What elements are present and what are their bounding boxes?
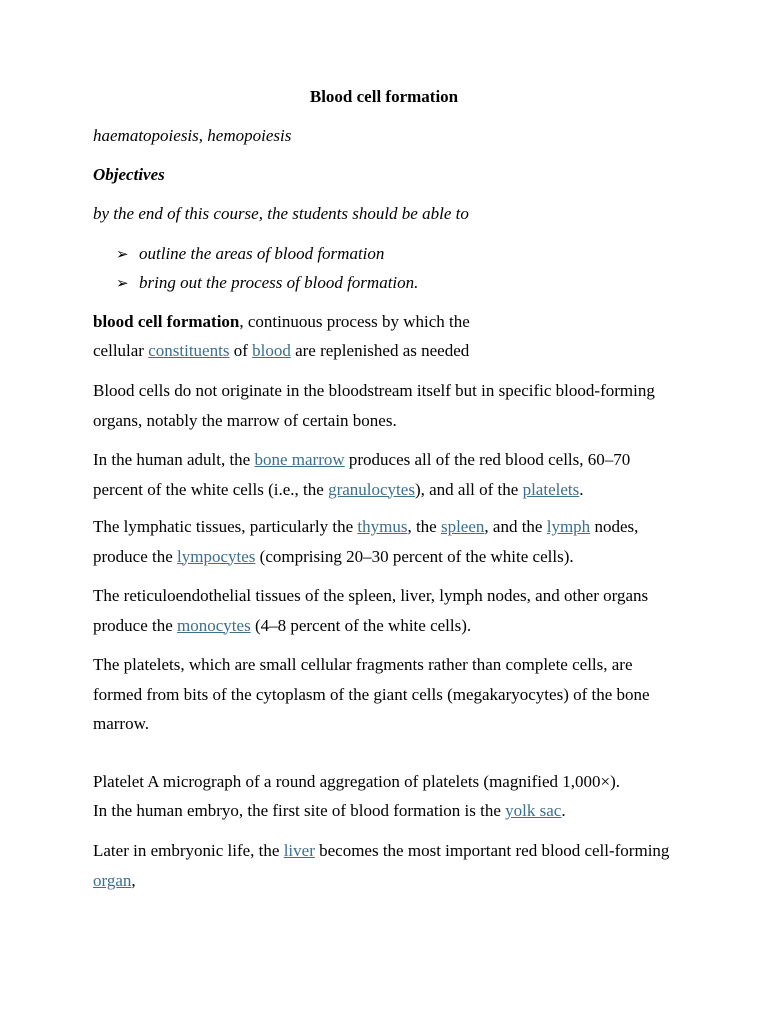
synonyms-line: haematopoiesis, hemopoiesis [93,126,292,145]
link-constituents[interactable]: constituents [148,341,230,360]
paragraph-2: Blood cells do not originate in the bloodstream itself but in specific blood-forming organs, notably the marrow of certain bones. [93,381,655,430]
text-span: (comprising 20–30 percent of the white cells). [255,546,574,566]
link-liver[interactable]: liver [283,841,315,860]
paragraph-7-line-2 [93,800,566,822]
arrow-bullet-icon: ➢ [116,247,129,263]
text-span: are replenished as needed [290,341,470,360]
bullet-text: outline the areas of blood formation [139,244,385,263]
bullet-text: bring out the process of blood formation. [139,273,419,292]
text-span: In the human embryo, the first site of blood formation is the [93,801,506,820]
link-thymus[interactable]: thymus [357,517,408,536]
link-spleen[interactable]: spleen [440,517,485,536]
text-span: , [131,870,136,890]
link-lympocytes[interactable]: lympocytes [177,546,256,566]
text-span: ), and all of the [414,479,523,499]
text-span: . [579,479,584,499]
link-bone-marrow[interactable]: bone marrow [254,450,345,469]
bold-term: blood cell formation [93,312,240,331]
paragraph-5 [93,581,683,640]
objectives-intro: by the end of this course, the students should be able to [93,204,469,223]
text-span: , the [407,517,441,536]
text-span: becomes the most important red blood cell-forming [314,841,670,860]
bullet-item [116,272,418,295]
link-blood[interactable]: blood [252,341,291,360]
paragraph-8 [93,836,683,895]
text-span: of [229,341,253,360]
link-lymph[interactable]: lymph [546,517,591,536]
objectives-heading: Objectives [93,165,165,184]
link-monocytes[interactable]: monocytes [177,615,251,635]
link-granulocytes[interactable]: granulocytes [328,479,415,499]
paragraph-3 [93,445,683,504]
paragraph-1-line-2 [93,340,469,362]
text-span: , continuous process by which the [239,312,470,331]
link-yolk-sac[interactable]: yolk sac [505,801,562,820]
text-span: Later in embryonic life, the [93,841,284,860]
text-span: , and the [484,517,547,536]
text-span: The lymphatic tissues, particularly the [93,517,358,536]
text-span: produces all of the red blood cells, 60–70 percent of the white cells (i.e., the [93,450,631,499]
arrow-bullet-icon: ➢ [116,276,129,292]
text-span: (4–8 percent of the white cells). [250,615,472,635]
bullet-item [116,243,384,266]
text-span: nodes, produce the [93,517,639,566]
text-span: The reticuloendothelial tissues of the spleen, liver, lymph nodes, and other organs produce the [93,586,649,635]
document-title: Blood cell formation [309,87,459,106]
text-span: . [561,801,566,820]
link-organ[interactable]: organ [93,870,132,890]
paragraph-1-line-1 [93,311,470,333]
paragraph-4 [93,512,683,571]
link-platelets[interactable]: platelets [522,479,580,499]
paragraph-6: The platelets, which are small cellular fragments rather than complete cells, are formed from bits of the cytoplasm of the giant cells (megakaryocytes) of the bone marrow. [93,655,650,733]
text-span: cellular [93,341,149,360]
text-span: In the human adult, the [93,450,255,469]
platelet-caption-line: Platelet A micrograph of a round aggregation of platelets (magnified 1,000×). [93,772,620,791]
